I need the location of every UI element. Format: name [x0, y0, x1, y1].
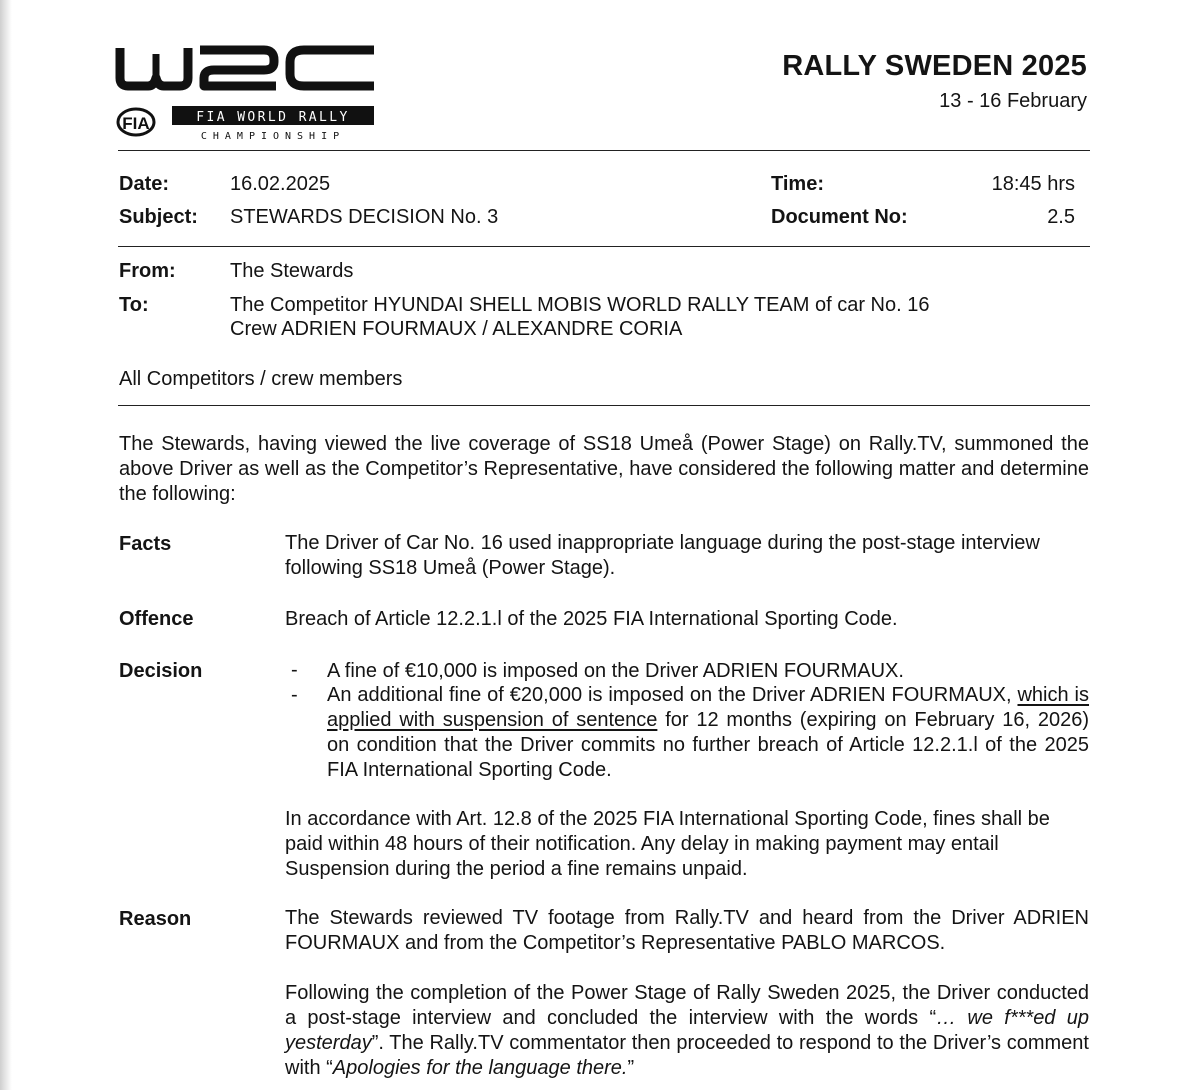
cc-line: All Competitors / crew members — [119, 368, 403, 390]
date-label: Date: — [119, 173, 170, 195]
decision-note: In accordance with Art. 12.8 of the 2025 FIA International Sporting Code, fines shall be paid within 48 hours of their notification. Any delay in making payment may entail Suspension during the period a fine remains unpaid. — [285, 808, 1050, 880]
suspension-underlined-text: which is applied with suspension of sentence — [327, 684, 1090, 731]
event-dates: 13 - 16 February — [939, 90, 1087, 112]
divider — [118, 246, 1090, 247]
reason-text-2 — [285, 981, 1089, 1081]
page-edge-shadow — [0, 0, 12, 1090]
svg-text:CHAMPIONSHIP: CHAMPIONSHIP — [200, 131, 346, 142]
decision-item-1: A fine of €10,000 is imposed on the Driver ADRIEN FOURMAUX. — [327, 660, 904, 682]
decision-label: Decision — [119, 660, 203, 682]
reason-text-1: The Stewards reviewed TV footage from Rally.TV and heard from the Driver ADRIEN FOURMAUX and from the Competitor’s Representative PABLO MARCOS. — [285, 907, 1089, 954]
interview-quote: … we f***ed up yesterday — [285, 1007, 1089, 1054]
divider — [118, 150, 1090, 151]
to-line-1: The Competitor HYUNDAI SHELL MOBIS WORLD RALLY TEAM of car No. 16 — [230, 294, 930, 316]
commentator-quote: Apologies for the language there. — [332, 1057, 628, 1079]
from-value: The Stewards — [230, 260, 354, 282]
subject-value: STEWARDS DECISION No. 3 — [230, 206, 499, 228]
subject-label: Subject: — [119, 206, 198, 228]
fia-badge-icon — [118, 109, 154, 135]
offence-text: Breach of Article 12.2.1.l of the 2025 FIA International Sporting Code. — [285, 608, 898, 630]
svg-text:FIA: FIA — [122, 114, 150, 133]
wrc-logo-graphic — [114, 40, 379, 142]
to-line-2: Crew ADRIEN FOURMAUX / ALEXANDRE CORIA — [230, 318, 683, 340]
reason-text-2-part-b: ”. The Rally.TV commentator then proceeded to respond to the Driver’s comment with “ — [285, 1032, 1089, 1079]
offence-label: Offence — [119, 608, 194, 630]
wrc-logo — [114, 40, 379, 142]
reason-text-2-part-c: ” — [627, 1057, 635, 1079]
date-value: 16.02.2025 — [230, 173, 331, 195]
facts-label: Facts — [119, 533, 172, 555]
facts-text: The Driver of Car No. 16 used inappropriate language during the post-stage interview following SS18 Umeå (Power Stage). — [285, 532, 1040, 579]
svg-text:FIA WORLD RALLY: FIA WORLD RALLY — [196, 110, 350, 125]
reason-label: Reason — [119, 908, 192, 930]
from-label: From: — [119, 260, 176, 282]
decision-item-2-part-a: An additional fine of €20,000 is imposed on the Driver ADRIEN FOURMAUX, — [327, 684, 1012, 706]
intro-paragraph: The Stewards, having viewed the live coverage of SS18 Umeå (Power Stage) on Rally.TV, summoned the above Driver as well as the Competitor’s Representative, have considered the following matter and determine the following: — [119, 433, 1089, 505]
divider — [118, 405, 1090, 406]
time-label: Time: — [771, 173, 824, 195]
reason-text-2-part-a: Following the completion of the Power Stage of Rally Sweden 2025, the Driver conducted a post-stage interview and concluded the interview with the words “ — [285, 982, 1089, 1029]
docno-label: Document No: — [771, 206, 908, 228]
decision-item-2 — [327, 683, 1089, 783]
bullet-dash: - — [291, 659, 298, 681]
to-label: To: — [119, 294, 149, 316]
decision-item-2-part-b: for 12 months (expiring on February 16, 2026) on condition that the Driver commits no further breach of Article 12.2.1.l of the 2025 FIA International Sporting Code. — [327, 709, 1090, 781]
time-value: 18:45 hrs — [991, 173, 1075, 195]
event-title: RALLY SWEDEN 2025 — [782, 50, 1087, 82]
docno-value: 2.5 — [1047, 206, 1075, 228]
bullet-dash: - — [291, 684, 298, 706]
